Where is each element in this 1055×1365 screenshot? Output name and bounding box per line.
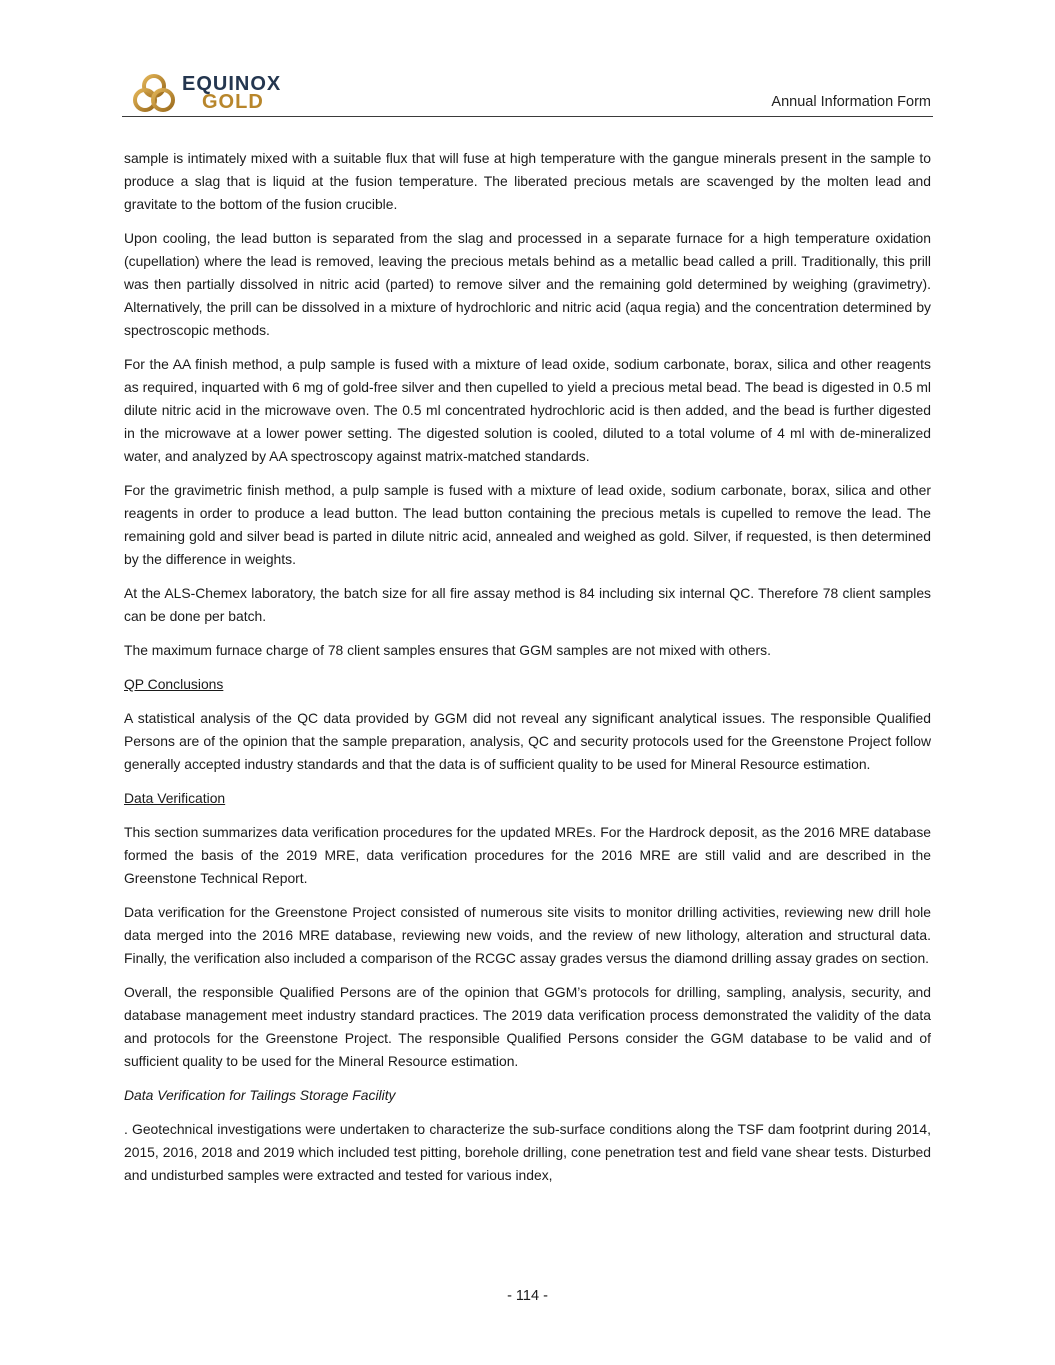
document-title: Annual Information Form	[771, 94, 931, 110]
paragraph: Data verification for the Greenstone Project consisted of numerous site visits to monitor drilling activities, reviewing new drill hole data merged into the 2016 MRE database, reviewing new voids, and the review of new lithology, alteration and structural data. Finally, the verification also included a comparison of the RCGC assay grades versus the diamond drilling assay grades on section.	[124, 904, 931, 966]
logo-knot-icon	[132, 72, 176, 114]
paragraph: Overall, the responsible Qualified Persons are of the opinion that GGM’s protocols for drilling, sampling, analysis, security, and database management meet industry standard practices. The 2019 data verification process demonstrated the validity of the data and protocols for the Greenstone Project. The responsible Qualified Persons consider the GGM database to be valid and of sufficient quality to be used for the Mineral Resource estimation.	[124, 984, 931, 1069]
section-heading-tsf-verification: Data Verification for Tailings Storage Facility	[124, 1087, 396, 1103]
paragraph: Upon cooling, the lead button is separated from the slag and processed in a separate furnace for a high temperature oxidation (cupellation) where the lead is removed, leaving the precious metals behind as a metallic bead called a prill. Traditionally, this prill was then partially dissolved in nitric acid (parted) to remove silver and the remaining gold determined by weighing (gravimetry). Alternatively, the prill can be dissolved in a mixture of hydrochloric and nitric acid (aqua regia) and the concentration determined by spectroscopic methods.	[124, 230, 931, 338]
logo-text-gold: GOLD	[202, 91, 264, 113]
heading-text: Data Verification	[124, 790, 226, 806]
paragraph: For the gravimetric finish method, a pulp sample is fused with a mixture of lead oxide, sodium carbonate, borax, silica and other reagents in order to produce a lead button. The lead button containing the precious metals is cupelled to remove the lead. The remaining gold and silver bead is parted in dilute nitric acid, annealed and weighed as gold. Silver, if requested, is then determined by the difference in weights.	[124, 482, 931, 567]
paragraph: The maximum furnace charge of 78 client samples ensures that GGM samples are not mixed with others.	[124, 642, 771, 658]
page-number: - 114 -	[507, 1288, 548, 1304]
document-body	[124, 147, 931, 1198]
section-heading-data-verification	[124, 787, 931, 810]
paragraph: A statistical analysis of the QC data provided by GGM did not reveal any significant analytical issues. The responsible Qualified Persons are of the opinion that the sample preparation, analysis, QC and security protocols used for the Greenstone Project follow generally accepted industry standards and that the data is of sufficient quality to be used for Mineral Resource estimation.	[124, 710, 931, 772]
paragraph: For the AA finish method, a pulp sample is fused with a mixture of lead oxide, sodium carbonate, borax, silica and other reagents as required, inquarted with 6 mg of gold-free silver and then cupelled to yield a precious metal bead. The bead is digested in 0.5 ml dilute nitric acid in the microwave oven. The 0.5 ml concentrated hydrochloric acid is then added, and the bead is further digested in the microwave at a lower power setting. The digested solution is cooled, diluted to a total volume of 4 ml with de-mineralized water, and analyzed by AA spectroscopy against matrix-matched standards.	[124, 356, 931, 464]
equinox-gold-logo	[132, 72, 281, 114]
logo-text-equinox: EQUINOX	[182, 73, 282, 95]
page-header	[122, 70, 933, 117]
section-heading-qp-conclusions	[124, 673, 931, 696]
paragraph: This section summarizes data verification procedures for the updated MREs. For the Hardrock deposit, as the 2016 MRE database formed the basis of the 2019 MRE, data verification procedures for the 2016 MRE are still valid and are described in the Greenstone Technical Report.	[124, 824, 931, 886]
paragraph: At the ALS-Chemex laboratory, the batch size for all fire assay method is 84 including six internal QC. Therefore 78 client samples can be done per batch.	[124, 585, 931, 624]
heading-text: QP Conclusions	[124, 676, 224, 692]
paragraph: sample is intimately mixed with a suitable flux that will fuse at high temperature with the gangue minerals present in the sample to produce a slag that is liquid at the fusion temperature. The liberated precious metals are scavenged by the molten lead and gravitate to the bottom of the fusion crucible.	[124, 150, 931, 212]
paragraph: . Geotechnical investigations were undertaken to characterize the sub-surface conditions along the TSF dam footprint during 2014, 2015, 2016, 2018 and 2019 which included test pitting, borehole drilling, cone penetration test and field vane shear tests. Disturbed and undisturbed samples were extracted and tested for various index,	[124, 1121, 931, 1183]
